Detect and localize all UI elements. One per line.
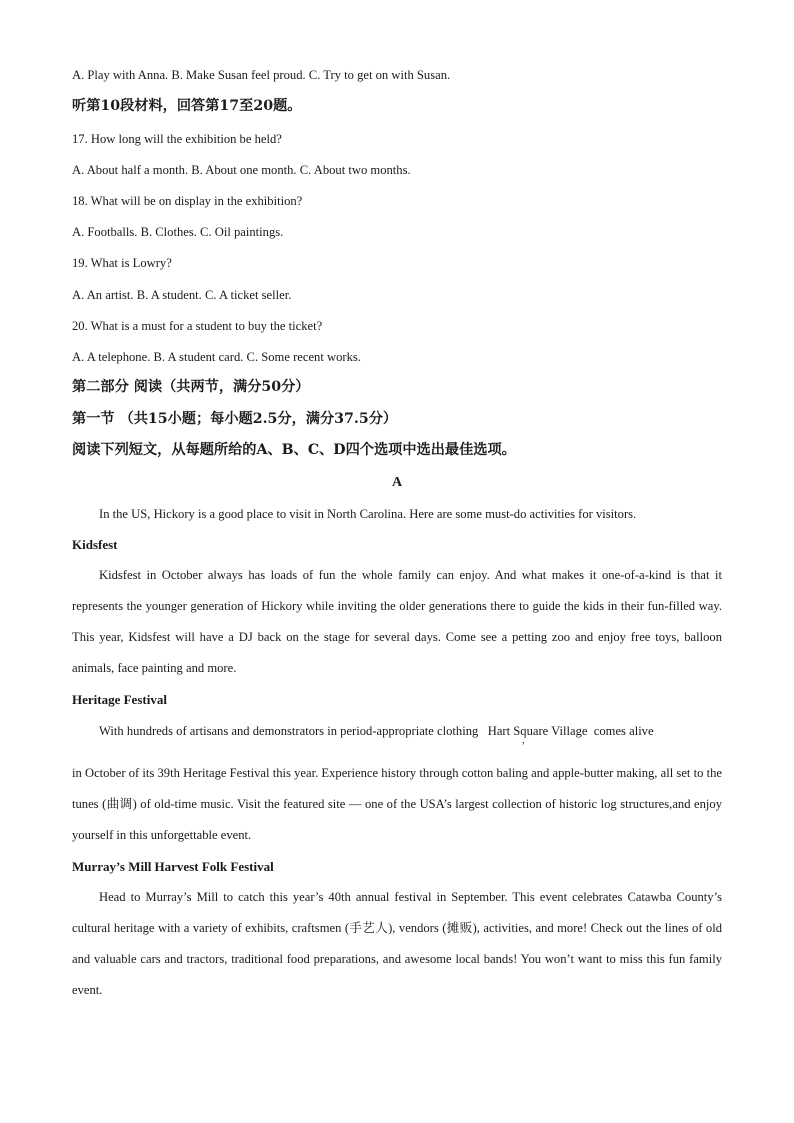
reading-part-title: 第二部分 阅读（共两节，满分50分） xyxy=(72,379,310,395)
heritage-first-line: With hundreds of artisans and demonstrators in period-appropriate clothing Hart Square Village comes alive xyxy=(99,724,654,738)
q18-question: 18. What will be on display in the exhibition? xyxy=(72,194,303,208)
murray-text: Head to Murray’s Mill to catch this year’s 40th annual festival in September. This event celebrates Catawba County’s cultural heritage with a variety of exhibits, craftsmen (手艺人), vendors (摊贩), activities, and more! Check out the lines of old and valuable cars and tractors, traditional food preparations, and awesome local bands! You won’t want to miss this fun family event. xyxy=(72,890,722,997)
murray-heading: Murray’s Mill Harvest Folk Festival xyxy=(72,859,274,874)
passage-intro: In the US, Hickory is a good place to visit in North Carolina. Here are some must-do activities for visitors. xyxy=(99,507,637,521)
section10-instruction: 听第10段材料，回答第17至20题。 xyxy=(72,98,302,114)
heritage-paragraph: in October of its 39th Heritage Festival this year. Experience history through cotton baling and apple-butter making, all set to the tunes (曲调) of old-time music. Visit the featured site — one of the USA’s largest collection of historic log structures,and enjoy yourself in this unforgettable event. xyxy=(72,766,722,842)
heritage-heading: Heritage Festival xyxy=(72,692,167,707)
murray-paragraph xyxy=(72,882,722,1006)
q17-question: 17. How long will the exhibition be held? xyxy=(72,132,282,146)
kidsfest-heading: Kidsfest xyxy=(72,537,118,552)
q19-question: 19. What is Lowry? xyxy=(72,256,172,270)
reading-section-title: 第一节 （共15小题；每小题2.5分，满分37.5分） xyxy=(72,411,398,427)
q16-options: A. Play with Anna. B. Make Susan feel proud. C. Try to get on with Susan. xyxy=(72,68,451,82)
heritage-mark: , xyxy=(522,735,525,746)
q20-question: 20. What is a must for a student to buy the ticket? xyxy=(72,319,323,333)
reading-instruction: 阅读下列短文，从每题所给的A、B、C、D四个选项中选出最佳选项。 xyxy=(72,442,516,458)
kidsfest-paragraph xyxy=(72,560,722,684)
q17-options: A. About half a month. B. About one month. C. About two months. xyxy=(72,163,411,177)
q19-options: A. An artist. B. A student. C. A ticket seller. xyxy=(72,288,292,302)
q18-options: A. Footballs. B. Clothes. C. Oil paintings. xyxy=(72,225,284,239)
q20-options: A. A telephone. B. A student card. C. Some recent works. xyxy=(72,350,361,364)
passage-label: A xyxy=(391,475,403,490)
kidsfest-text: Kidsfest in October always has loads of fun the whole family can enjoy. And what makes it one-of-a-kind is that it represents the younger generation of Hickory while inviting the older generations there to guide the kids in their fun-filled way. This year, Kidsfest will have a DJ back on the stage for several days. Come see a petting zoo and enjoy free toys, balloon animals, face painting and more. xyxy=(72,568,722,675)
